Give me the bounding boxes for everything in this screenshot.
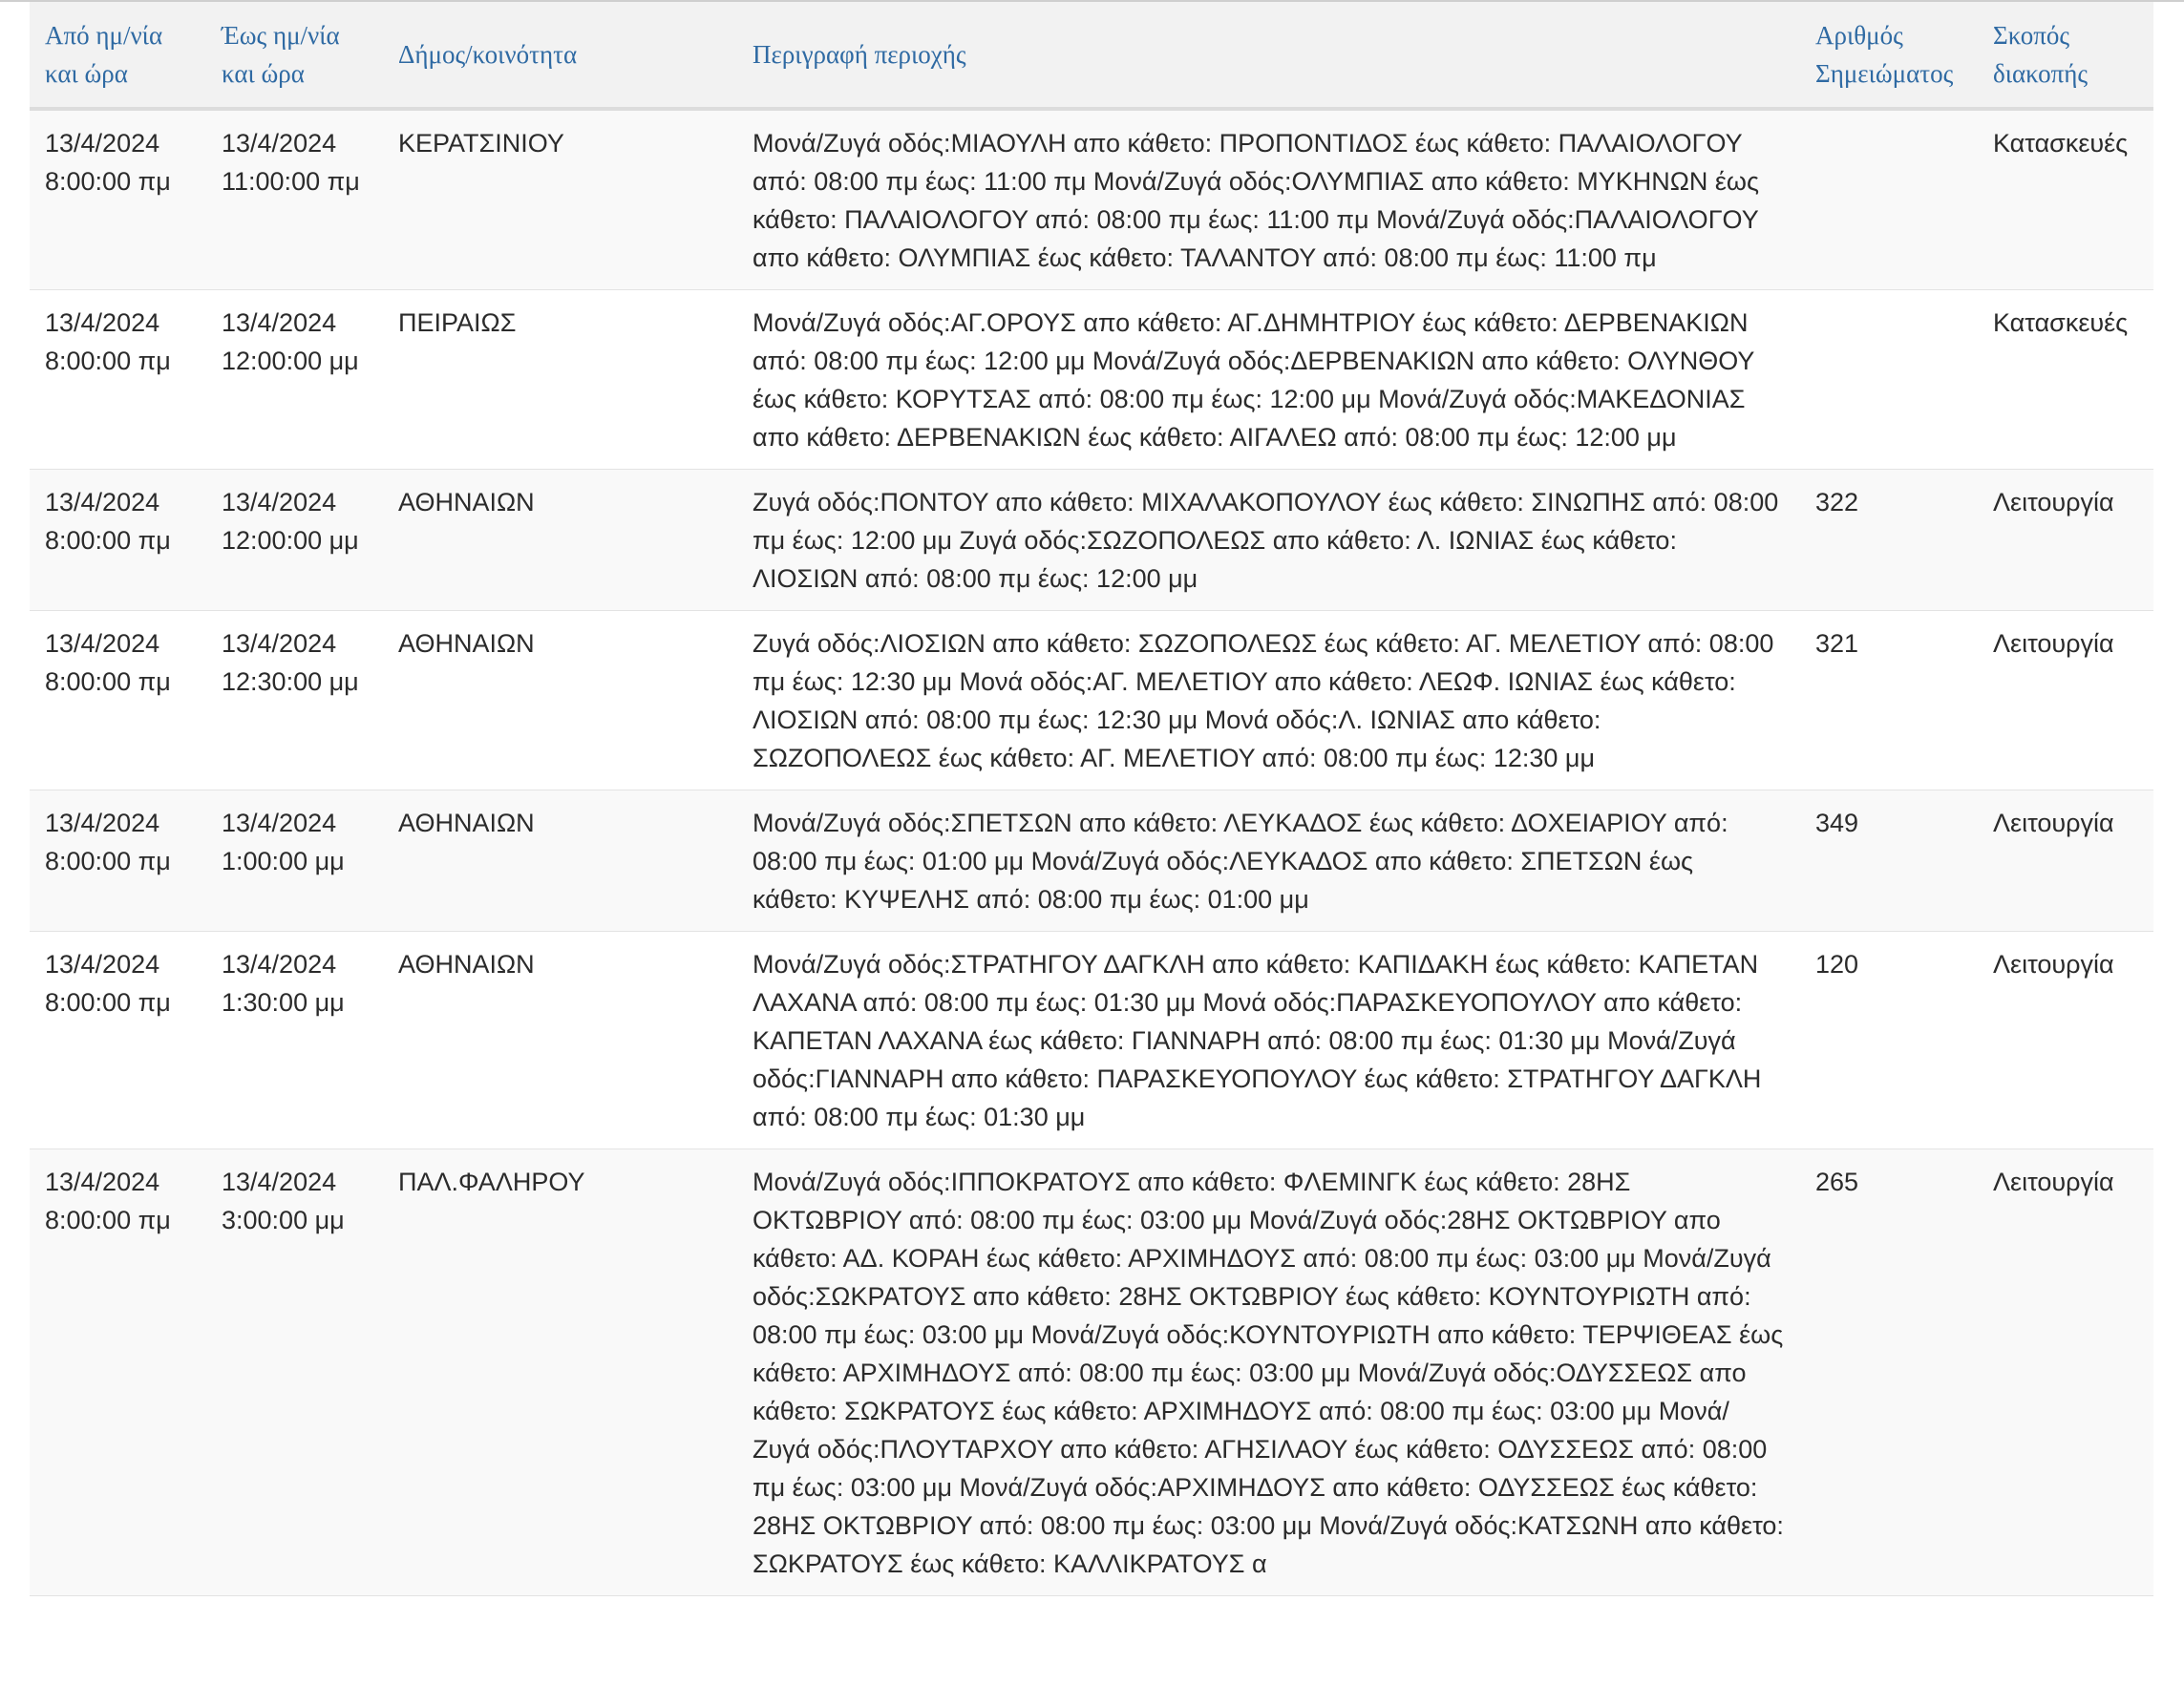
to-time: 12:30:00 μμ: [222, 667, 359, 696]
to-time: 1:30:00 μμ: [222, 988, 345, 1017]
header-purpose-line2: διακοπής: [1993, 59, 2089, 88]
cell-purpose: Κατασκευές: [1978, 290, 2153, 470]
header-from-line2: και ώρα: [45, 59, 128, 88]
from-date: 13/4/2024: [45, 488, 160, 516]
from-date: 13/4/2024: [45, 950, 160, 979]
table-body: [30, 109, 2153, 1596]
cell-description: Μονά/Ζυγά οδός:ΣΤΡΑΤΗΓΟΥ ΔΑΓΚΛΗ απο κάθετο: ΚΑΠΙΔΑΚΗ έως κάθετο: ΚΑΠΕΤΑΝ ΛΑΧΑΝΑ από: 08:00 πμ έως: 01:30 μμ Μονά οδός:ΠΑΡΑΣΚΕΥΟΠΟΥΛΟΥ απο κάθετο: ΚΑΠΕΤΑΝ ΛΑΧΑΝΑ έως κάθετο: ΓΙΑΝΝΑΡΗ από: 08:00 πμ έως: 01:30 μμ Μονά/Ζυγά οδός:ΓΙΑΝΝΑΡΗ απο κάθετο: ΠΑΡΑΣΚΕΥΟΠΟΥΛΟΥ έως κάθετο: ΣΤΡΑΤΗΓΟΥ ΔΑΓΚΛΗ από: 08:00 πμ έως: 01:30 μμ: [737, 932, 1800, 1149]
header-purpose-line1: Σκοπός: [1993, 21, 2070, 50]
cell-to: [206, 932, 383, 1149]
to-date: 13/4/2024: [222, 308, 337, 337]
table-row: [30, 932, 2153, 1149]
cell-description: Μονά/Ζυγά οδός:ΣΠΕΤΣΩΝ απο κάθετο: ΛΕΥΚΑΔΟΣ έως κάθετο: ΔΟΧΕΙΑΡΙΟΥ από: 08:00 πμ έως: 01:00 μμ Μονά/Ζυγά οδός:ΛΕΥΚΑΔΟΣ απο κάθετο: ΣΠΕΤΣΩΝ έως κάθετο: ΚΥΨΕΛΗΣ από: 08:00 πμ έως: 01:00 μμ: [737, 790, 1800, 932]
to-time: 3:00:00 μμ: [222, 1206, 345, 1234]
cell-from: [30, 611, 206, 790]
cell-note-number: 321: [1800, 611, 1978, 790]
table-row: [30, 470, 2153, 611]
cell-note-number: 349: [1800, 790, 1978, 932]
header-to-datetime[interactable]: [206, 2, 383, 109]
cell-to: [206, 790, 383, 932]
header-description[interactable]: [737, 2, 1800, 109]
cell-dimos: ΑΘΗΝΑΙΩΝ: [383, 470, 737, 611]
header-row: [30, 2, 2153, 109]
cell-to: [206, 290, 383, 470]
cell-note-number: 322: [1800, 470, 1978, 611]
cell-dimos: ΑΘΗΝΑΙΩΝ: [383, 790, 737, 932]
cell-description: Μονά/Ζυγά οδός:ΑΓ.ΟΡΟΥΣ απο κάθετο: ΑΓ.ΔΗΜΗΤΡΙΟΥ έως κάθετο: ΔΕΡΒΕΝΑΚΙΩΝ από: 08:00 πμ έως: 12:00 μμ Μονά/Ζυγά οδός:ΔΕΡΒΕΝΑΚΙΩΝ απο κάθετο: ΟΛΥΝΘΟΥ έως κάθετο: ΚΟΡΥΤΣΑΣ από: 08:00 πμ έως: 12:00 μμ Μονά/Ζυγά οδός:ΜΑΚΕΔΟΝΙΑΣ απο κάθετο: ΔΕΡΒΕΝΑΚΙΩΝ έως κάθετο: ΑΙΓΑΛΕΩ από: 08:00 πμ έως: 12:00 μμ: [737, 290, 1800, 470]
from-date: 13/4/2024: [45, 1168, 160, 1196]
from-date: 13/4/2024: [45, 809, 160, 837]
cell-from: [30, 470, 206, 611]
cell-purpose: Λειτουργία: [1978, 932, 2153, 1149]
table-row: [30, 1149, 2153, 1596]
cell-dimos: ΠΕΙΡΑΙΩΣ: [383, 290, 737, 470]
cell-to: [206, 470, 383, 611]
cell-from: [30, 790, 206, 932]
cell-dimos: ΑΘΗΝΑΙΩΝ: [383, 932, 737, 1149]
cell-dimos: ΑΘΗΝΑΙΩΝ: [383, 611, 737, 790]
to-date: 13/4/2024: [222, 488, 337, 516]
cell-note-number: 120: [1800, 932, 1978, 1149]
cell-purpose: Λειτουργία: [1978, 611, 2153, 790]
cell-description: Ζυγά οδός:ΠΟΝΤΟΥ απο κάθετο: ΜΙΧΑΛΑΚΟΠΟΥΛΟΥ έως κάθετο: ΣΙΝΩΠΗΣ από: 08:00 πμ έως: 12:00 μμ Ζυγά οδός:ΣΩΖΟΠΟΛΕΩΣ απο κάθετο: Λ. ΙΩΝΙΑΣ έως κάθετο: ΛΙΟΣΙΩΝ από: 08:00 πμ έως: 12:00 μμ: [737, 470, 1800, 611]
header-to-line1: Έως ημ/νία: [222, 21, 340, 50]
table-row: [30, 611, 2153, 790]
header-from-datetime[interactable]: [30, 2, 206, 109]
to-date: 13/4/2024: [222, 629, 337, 658]
header-dimos-label: Δήμος/κοινότητα: [398, 40, 578, 69]
to-time: 12:00:00 μμ: [222, 526, 359, 555]
to-date: 13/4/2024: [222, 950, 337, 979]
from-date: 13/4/2024: [45, 308, 160, 337]
header-number-line1: Αριθμός: [1815, 21, 1903, 50]
cell-description: Μονά/Ζυγά οδός:ΜΙΑΟΥΛΗ απο κάθετο: ΠΡΟΠΟΝΤΙΔΟΣ έως κάθετο: ΠΑΛΑΙΟΛΟΓΟΥ από: 08:00 πμ έως: 11:00 πμ Μονά/Ζυγά οδός:ΟΛΥΜΠΙΑΣ απο κάθετο: ΜΥΚΗΝΩΝ έως κάθετο: ΠΑΛΑΙΟΛΟΓΟΥ από: 08:00 πμ έως: 11:00 πμ Μονά/Ζυγά οδός:ΠΑΛΑΙΟΛΟΓΟΥ απο κάθετο: ΟΛΥΜΠΙΑΣ έως κάθετο: ΤΑΛΑΝΤΟΥ από: 08:00 πμ έως: 11:00 πμ: [737, 109, 1800, 290]
from-time: 8:00:00 πμ: [45, 347, 171, 375]
cell-description: Ζυγά οδός:ΛΙΟΣΙΩΝ απο κάθετο: ΣΩΖΟΠΟΛΕΩΣ έως κάθετο: ΑΓ. ΜΕΛΕΤΙΟΥ από: 08:00 πμ έως: 12:30 μμ Μονά οδός:ΑΓ. ΜΕΛΕΤΙΟΥ απο κάθετο: ΛΕΩΦ. ΙΩΝΙΑΣ έως κάθετο: ΛΙΟΣΙΩΝ από: 08:00 πμ έως: 12:30 μμ Μονά οδός:Λ. ΙΩΝΙΑΣ απο κάθετο: ΣΩΖΟΠΟΛΕΩΣ έως κάθετο: ΑΓ. ΜΕΛΕΤΙΟΥ από: 08:00 πμ έως: 12:30 μμ: [737, 611, 1800, 790]
cell-to: [206, 1149, 383, 1596]
cell-note-number: [1800, 290, 1978, 470]
cell-from: [30, 1149, 206, 1596]
cell-dimos: ΠΑΛ.ΦΑΛΗΡΟΥ: [383, 1149, 737, 1596]
cell-purpose: Λειτουργία: [1978, 470, 2153, 611]
table-row: [30, 109, 2153, 290]
to-date: 13/4/2024: [222, 129, 337, 158]
cell-note-number: 265: [1800, 1149, 1978, 1596]
cell-note-number: [1800, 109, 1978, 290]
to-time: 12:00:00 μμ: [222, 347, 359, 375]
from-time: 8:00:00 πμ: [45, 1206, 171, 1234]
cell-purpose: Λειτουργία: [1978, 790, 2153, 932]
cell-dimos: ΚΕΡΑΤΣΙΝΙΟΥ: [383, 109, 737, 290]
to-date: 13/4/2024: [222, 1168, 337, 1196]
table-row: [30, 790, 2153, 932]
to-date: 13/4/2024: [222, 809, 337, 837]
from-time: 8:00:00 πμ: [45, 988, 171, 1017]
to-time: 11:00:00 πμ: [222, 167, 360, 196]
cell-from: [30, 290, 206, 470]
cell-from: [30, 932, 206, 1149]
header-from-line1: Από ημ/νία: [45, 21, 163, 50]
from-date: 13/4/2024: [45, 629, 160, 658]
cell-description: Μονά/Ζυγά οδός:ΙΠΠΟΚΡΑΤΟΥΣ απο κάθετο: ΦΛΕΜΙΝΓΚ έως κάθετο: 28ΗΣ ΟΚΤΩΒΡΙΟΥ από: 08:00 πμ έως: 03:00 μμ Μονά/Ζυγά οδός:28ΗΣ ΟΚΤΩΒΡΙΟΥ απο κάθετο: ΑΔ. ΚΟΡΑΗ έως κάθετο: ΑΡΧΙΜΗΔΟΥΣ από: 08:00 πμ έως: 03:00 μμ Μονά/Ζυγά οδός:ΣΩΚΡΑΤΟΥΣ απο κάθετο: 28ΗΣ ΟΚΤΩΒΡΙΟΥ έως κάθετο: ΚΟΥΝΤΟΥΡΙΩΤΗ από: 08:00 πμ έως: 03:00 μμ Μονά/Ζυγά οδός:ΚΟΥΝΤΟΥΡΙΩΤΗ απο κάθετο: ΤΕΡΨΙΘΕΑΣ έως κάθετο: ΑΡΧΙΜΗΔΟΥΣ από: 08:00 πμ έως: 03:00 μμ Μονά/Ζυγά οδός:ΟΔΥΣΣΕΩΣ απο κάθετο: ΣΩΚΡΑΤΟΥΣ έως κάθετο: ΑΡΧΙΜΗΔΟΥΣ από: 08:00 πμ έως: 03:00 μμ Μονά/Ζυγά οδός:ΠΛΟΥΤΑΡΧΟΥ απο κάθετο: ΑΓΗΣΙΛΑΟΥ έως κάθετο: ΟΔΥΣΣΕΩΣ από: 08:00 πμ έως: 03:00 μμ Μονά/Ζυγά οδός:ΑΡΧΙΜΗΔΟΥΣ απο κάθετο: ΟΔΥΣΣΕΩΣ έως κάθετο: 28ΗΣ ΟΚΤΩΒΡΙΟΥ από: 08:00 πμ έως: 03:00 μμ Μονά/Ζυγά οδός:ΚΑΤΣΩΝΗ απο κάθετο: ΣΩΚΡΑΤΟΥΣ έως κάθετο: ΚΑΛΛΙΚΡΑΤΟΥΣ α: [737, 1149, 1800, 1596]
header-note-number[interactable]: [1800, 2, 1978, 109]
cell-to: [206, 109, 383, 290]
to-time: 1:00:00 μμ: [222, 847, 345, 875]
header-number-line2: Σημειώματος: [1815, 59, 1954, 88]
cell-purpose: Λειτουργία: [1978, 1149, 2153, 1596]
header-dimos[interactable]: [383, 2, 737, 109]
from-time: 8:00:00 πμ: [45, 167, 171, 196]
outages-table: [30, 2, 2153, 1596]
table-row: [30, 290, 2153, 470]
cell-purpose: Κατασκευές: [1978, 109, 2153, 290]
cell-from: [30, 109, 206, 290]
from-date: 13/4/2024: [45, 129, 160, 158]
header-description-label: Περιγραφή περιοχής: [753, 40, 966, 69]
table-header: [30, 2, 2153, 109]
from-time: 8:00:00 πμ: [45, 526, 171, 555]
from-time: 8:00:00 πμ: [45, 847, 171, 875]
header-purpose[interactable]: [1978, 2, 2153, 109]
from-time: 8:00:00 πμ: [45, 667, 171, 696]
header-to-line2: και ώρα: [222, 59, 305, 88]
cell-to: [206, 611, 383, 790]
